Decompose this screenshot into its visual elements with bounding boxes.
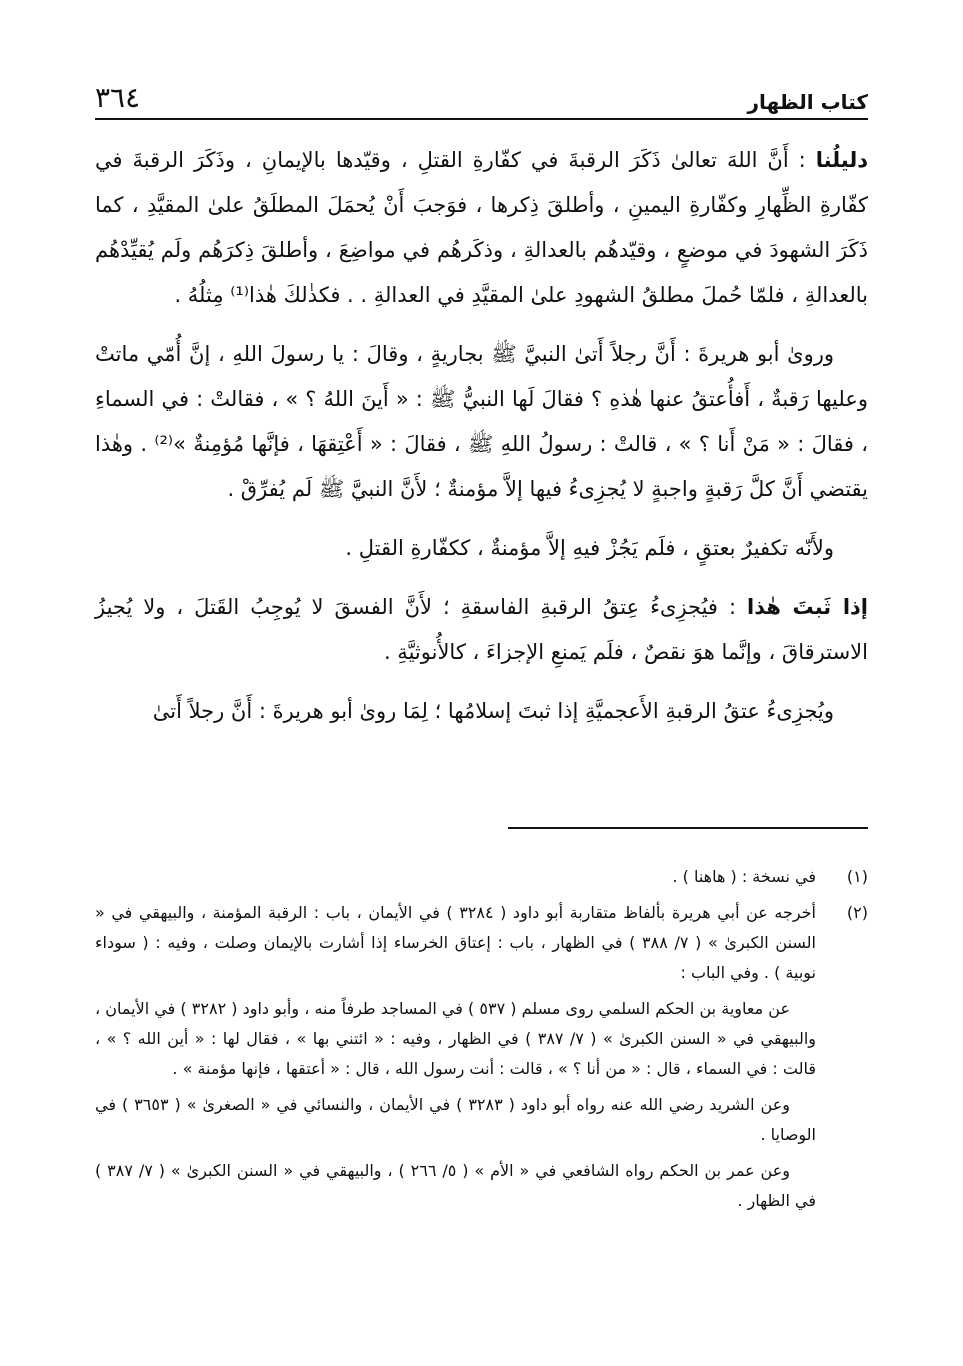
footnote-paragraph: أخرجه عن أبي هريرة بألفاظ متقاربة أبو داود ( ٣٢٨٤ ) في الأيمان ، باب : الرقبة المؤمنة ، والبيهقي في « السنن الكبرىٰ » ( ٧/ ٣٨٨ ) في الظهار ، باب : إعتاق الخرساء إذا أشارت بالإيمان وصلت ، وفيه : ( سوداء نوبية ) . وفي الباب : (95, 903, 817, 982)
paragraph-text: : أَنَّ اللهَ تعالىٰ ذَكَرَ الرقبةَ في كفّارةِ القتلِ ، وقيّدها بالإيمانِ ، وذَكَرَ الرقبةَ في كفّارةِ الظِّهارِ وكفّارةِ اليمينِ ، وأطلقَ ذِكرها ، فوَجبَ أَنْ يُحمَلَ المطلَقُ علىٰ المقيَّدِ ، كما ذَكَرَ الشهودَ في موضعٍ ، وقيّدهُم بالعدالةِ ، وذكَرهُم في مواضِعَ ، وأطلقَ ذِكرَهُم ولَم يُقيِّدْهُم بالعدالةِ ، فلمّا حُملَ مطلقُ الشهودِ علىٰ المقيَّدِ في العدالةِ . . فكذٰلكَ هٰذا⁽¹⁾ مِثلُهُ . (95, 148, 868, 307)
footnote-number: (٢) (846, 903, 868, 922)
footnote-paragraph: وعن عمر بن الحكم رواه الشافعي في « الأم » ( ٥/ ٢٦٦ ) ، والبيهقي في « السنن الكبرىٰ » ( ٧/ ٣٨٧ ) في الظهار . (95, 1161, 816, 1210)
footnotes (95, 862, 868, 1222)
paragraph-text: ويُجزِىءُ عتقُ الرقبةِ الأَعجميَّةِ إذا ثبتَ إسلامُها ؛ لِمَا رویٰ أبو هريرةَ : أَنَّ رجلاً أَتىٰ (152, 699, 834, 723)
footnote-divider (508, 827, 868, 829)
paragraph-lead: دليلُنا (815, 148, 868, 172)
footnote-body (95, 862, 816, 898)
footnote-body (95, 898, 816, 1222)
paragraph-ruling (95, 585, 868, 675)
footnote-1 (95, 862, 868, 898)
paragraph-evidence (95, 138, 868, 318)
running-title: كتاب الظهار (747, 90, 868, 114)
paragraph-expiation (95, 526, 868, 571)
page-number: ٣٦٤ (95, 81, 141, 114)
footnote-2 (95, 898, 868, 1222)
paragraph-lead: إذا ثَبتَ هٰذا (747, 595, 868, 619)
paragraph-text: ورویٰ أبو هريرةَ : أَنَّ رجلاً أَتىٰ النبيَّ ﷺ بجاريةٍ ، وقالَ : يا رسولَ اللهِ ، إنَّ أُمّي ماتتْ وعليها رَقبةٌ ، أَفأُعتقُ عنها هٰذهِ ؟ فقالَ لَها النبيُّ ﷺ : « أَينَ اللهُ ؟ » ، فقالتْ : في السماءِ ، فقالَ : « مَنْ أَنا ؟ » ، قالتْ : رسولُ اللهِ ﷺ ، فقالَ : « أَعْتِقهَا ، فإنَّها مُؤمِنةٌ »⁽²⁾ . وهٰذا يقتضي أَنَّ كلَّ رَقبةٍ واجبةٍ لا يُجزِىءُ فيها إلاَّ مؤمنةٌ ؛ لأَنَّ النبيَّ ﷺ لَم يُفرِّقْ . (95, 342, 868, 501)
footnote-number: (١) (846, 867, 868, 886)
paragraph-text: ولأَنّه تكفيرٌ بعتقٍ ، فلَم يَجُزْ فيهِ إلاَّ مؤمنةٌ ، ككفّارةِ القتلِ . (345, 536, 834, 560)
page-header (95, 80, 868, 120)
paragraph-text: : فيُجزِىءُ عِتقُ الرقبةِ الفاسقةِ ؛ لأَنَّ الفسقَ لا يُوجِبُ القَتلَ ، ولا يُجيزُ الاسترقاقَ ، وإنَّما هوَ نقصٌ ، فلَم يَمنعِ الإجزاءَ ، كالأُنوثيَّةِ . (95, 595, 868, 664)
main-text (95, 138, 868, 748)
paragraph-foreign-slave (95, 689, 868, 734)
footnote-paragraph: وعن الشريد رضي الله عنه رواه أبو داود ( ٣٢٨٣ ) في الأيمان ، والنسائي في « الصغرىٰ » ( ٣٦٥٣ ) في الوصايا . (95, 1095, 816, 1144)
footnote-paragraph: عن معاوية بن الحكم السلمي روى مسلم ( ٥٣٧ ) في المساجد طرفاً منه ، وأبو داود ( ٣٢٨٢ ) في الأيمان ، والبيهقي في « السنن الكبرىٰ » ( ٧/ ٣٨٧ ) في الظهار ، وفيه : « ائتني بها » ، فقال لها : « أين الله ؟ » ، قالت : في السماء ، قال : « من أنا ؟ » ، قالت : أنت رسول الله ، قال : « أعتقها ، فإنها مؤمنة » . (95, 999, 816, 1078)
paragraph-hadith (95, 332, 868, 512)
footnote-paragraph: في نسخة : ( هاهنا ) . (672, 867, 816, 886)
